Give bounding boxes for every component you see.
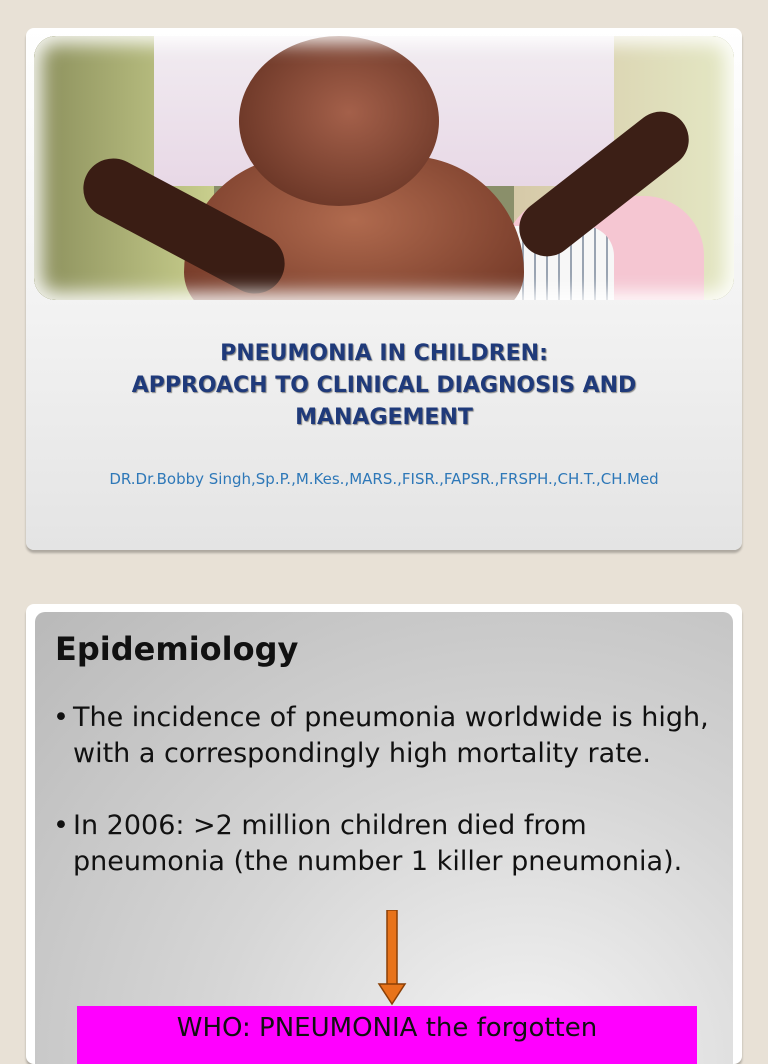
bullet-marker: • [53,702,69,733]
title-slide [26,28,742,550]
who-banner: WHO: PNEUMONIA the forgotten [77,1006,697,1064]
down-arrow-icon [377,910,407,1006]
slide-heading: Epidemiology [55,630,299,668]
infant-photo [34,36,734,300]
epidemiology-slide [26,604,742,1064]
title-line-1: PNEUMONIA IN CHILDREN: [220,341,548,366]
bullet-text-2: In 2006: >2 million children died from pneumonia (the number 1 killer pneumonia). [73,810,683,877]
bullet-item-1 [53,700,713,772]
presentation-title [26,338,742,434]
bullet-list [53,700,713,916]
slide-content [35,612,733,1064]
title-line-3: MANAGEMENT [295,405,473,430]
title-line-2: APPROACH TO CLINICAL DIAGNOSIS AND [131,373,637,398]
bullet-item-2 [53,808,713,880]
bullet-marker: • [53,810,69,841]
bullet-text-1: The incidence of pneumonia worldwide is high, with a correspondingly high mortality rate. [73,702,709,769]
author-credit: DR.Dr.Bobby Singh,Sp.P.,M.Kes.,MARS.,FISR.,FAPSR.,FRSPH.,CH.T.,CH.Med [109,470,659,488]
